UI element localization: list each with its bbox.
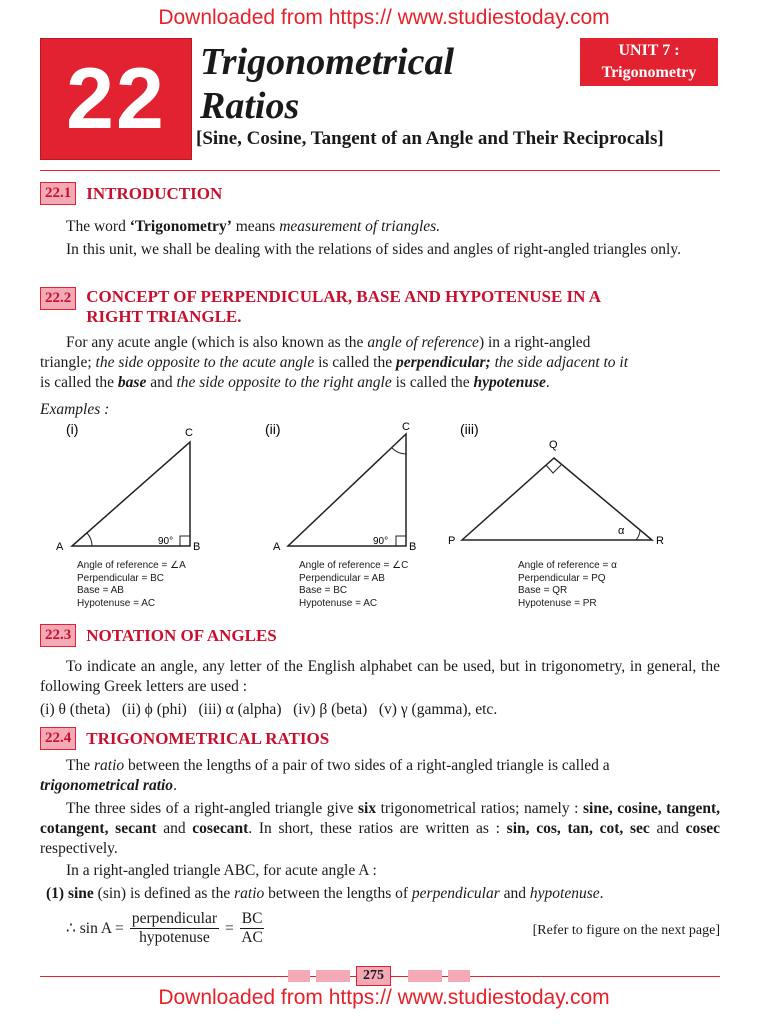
footer-decoration-right-2 (448, 970, 470, 982)
sine-definition: (1) sine (sin) is defined as the ratio between the lengths of perpendicular and hypotenuse. (46, 885, 604, 902)
footer-decoration-right (408, 970, 442, 982)
section-number: 22.3 (40, 624, 76, 647)
figure-2-label: (ii) (265, 421, 281, 437)
fraction-symbols (240, 910, 265, 947)
page-number: 275 (356, 966, 391, 986)
chapter-title (200, 40, 454, 128)
right-angle-label-1: 90° (158, 536, 174, 547)
section-title: TRIGONOMETRICAL RATIOS (86, 728, 330, 748)
alpha-label-3: α (618, 525, 625, 537)
figure-2-caption: Angle of reference = ∠C Perpendicular = AB Base = BC Hypotenuse = AC (299, 560, 409, 609)
sine-formula (66, 910, 264, 947)
notation-paragraph: To indicate an angle, any letter of the English alphabet can be used, but in trigonometry, in general, the following Greek letters are used : (40, 658, 720, 695)
figure-1 (56, 421, 200, 553)
chapter-number: 22 (66, 50, 166, 147)
fraction-denominator: AC (241, 929, 263, 946)
intro-paragraph-1: The word ‘Trigonometry’ means measurement of triangles. (66, 218, 441, 235)
intro-paragraph-2: In this unit, we shall be dealing with the relations of sides and angles of right-angled triangles only. (66, 241, 681, 258)
fraction-words (130, 910, 219, 947)
header-divider (40, 170, 720, 171)
vertex-p-3: P (448, 535, 456, 547)
right-angle-mark-3 (546, 465, 561, 473)
refer-note: [Refer to figure on the next page] (532, 923, 720, 938)
ratios-paragraph-2: The three sides of a right-angled triangle give six trigonometrical ratios; namely : sine, cosine, tangent, cotangent, secant and cosecant. In short, these ratios are written as : sin, cos, tan, cot, sec and cosec respectively. (40, 800, 720, 857)
chapter-number-box (40, 38, 192, 160)
right-angle-label-2: 90° (373, 536, 389, 547)
fraction-numerator: perpendicular (131, 910, 218, 927)
chapter-title-line2: Ratios (200, 85, 300, 127)
fraction-numerator: BC (241, 910, 263, 927)
section-title: INTRODUCTION (86, 183, 223, 203)
section-heading-22-4 (40, 727, 329, 750)
figure-3 (448, 421, 664, 547)
download-banner-bottom: Downloaded from https:// www.studiestoday.com (158, 986, 610, 1009)
section-number: 22.4 (40, 727, 76, 750)
examples-label: Examples : (40, 401, 110, 418)
triangle-1 (72, 442, 190, 546)
concept-paragraph: For any acute angle (which is also known as the angle of reference) in a right-angled triangle; the side opposite to the acute angle is called the perpendicular; the side adjacent to it is called the base and the side opposite to the right angle is called the hypotenuse. (40, 334, 629, 391)
fraction-denominator: hypotenuse (139, 929, 210, 946)
unit-name: Trigonometry (601, 64, 697, 81)
section-title: NOTATION OF ANGLES (86, 625, 277, 645)
unit-badge (580, 38, 718, 86)
vertex-b-1: B (193, 541, 201, 553)
triangle-2 (288, 434, 406, 546)
formula-equals: = (225, 919, 234, 937)
angle-arc-2 (392, 448, 406, 454)
figure-2 (265, 421, 416, 553)
vertex-c-2: C (402, 421, 410, 433)
right-angle-mark-1 (180, 536, 190, 546)
vertex-c-1: C (185, 427, 193, 439)
figure-1-label: (i) (66, 421, 79, 437)
vertex-r-3: R (656, 535, 664, 547)
chapter-title-line1: Trigonometrical (200, 41, 455, 83)
vertex-q-3: Q (549, 439, 558, 451)
vertex-b-2: B (409, 541, 417, 553)
formula-lhs: ∴ sin A = (66, 920, 124, 937)
angle-arc-1 (87, 533, 92, 546)
angle-arc-3 (636, 530, 640, 540)
section-title: CONCEPT OF PERPENDICULAR, BASE AND HYPOTENUSE IN A RIGHT TRIANGLE. (86, 287, 602, 326)
chapter-subtitle: [Sine, Cosine, Tangent of an Angle and Their Reciprocals] (196, 128, 664, 149)
footer-decoration-left-2 (316, 970, 350, 982)
right-angle-mark-2 (396, 536, 406, 546)
section-heading-22-1 (40, 182, 222, 205)
ratios-paragraph-3: In a right-angled triangle ABC, for acute angle A : (66, 862, 377, 879)
figure-3-caption: Angle of reference = α Perpendicular = PQ Base = QR Hypotenuse = PR (518, 560, 617, 609)
download-banner-top: Downloaded from https:// www.studiestoday.com (158, 6, 610, 29)
section-number: 22.2 (40, 287, 76, 310)
unit-label: UNIT 7 : (618, 42, 680, 59)
greek-letter-list: (i) θ (theta) (ii) ϕ (phi) (iii) α (alpha) (iv) β (beta) (v) γ (gamma), etc. (40, 701, 498, 718)
section-heading-22-2 (40, 287, 706, 327)
footer-decoration-left (288, 970, 310, 982)
vertex-a-1: A (56, 541, 64, 553)
figure-1-caption: Angle of reference = ∠A Perpendicular = BC Base = AB Hypotenuse = AC (77, 560, 186, 609)
figure-3-label: (iii) (460, 421, 479, 437)
ratios-paragraph-1: The ratio between the lengths of a pair of two sides of a right-angled triangle is called a trigonometrical ratio. (40, 757, 610, 794)
section-heading-22-3 (40, 624, 277, 647)
section-number: 22.1 (40, 182, 76, 205)
vertex-a-2: A (273, 541, 281, 553)
